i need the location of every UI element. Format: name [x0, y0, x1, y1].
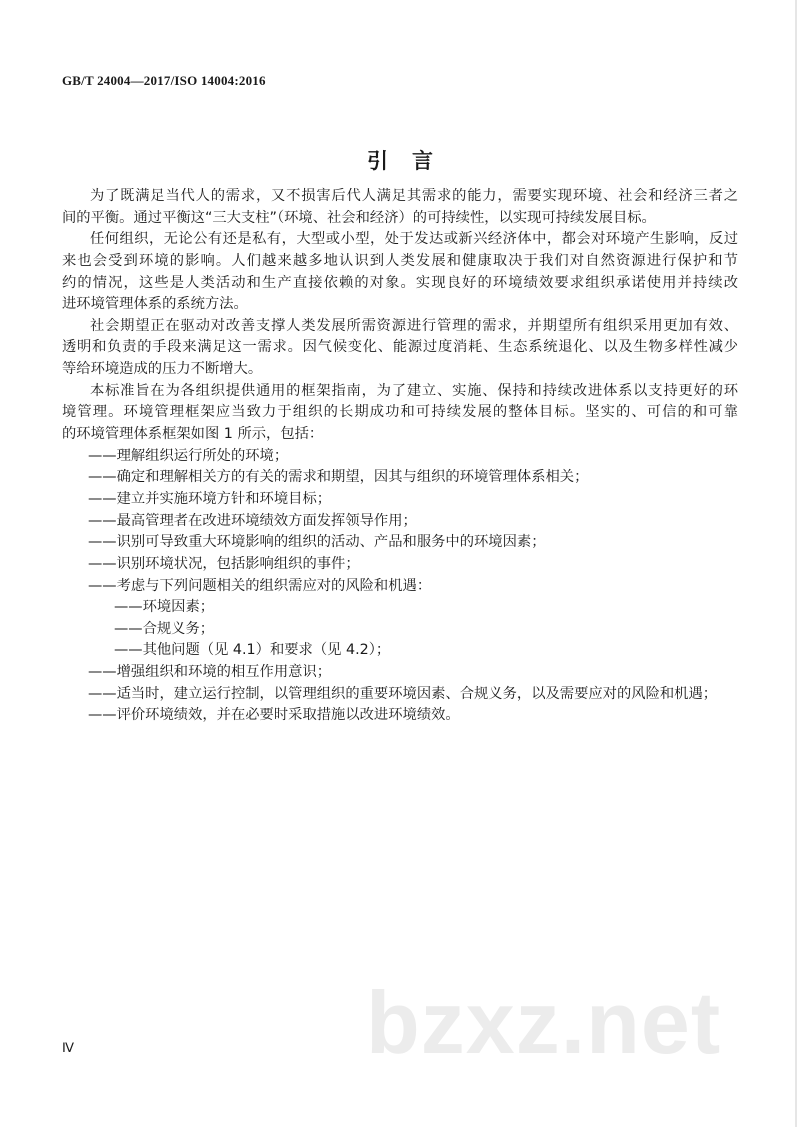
paragraph-line: 的环境管理体系框架如图 1 所示，包括： [62, 426, 324, 443]
list-item: ——最高管理者在改进环境绩效方面发挥领导作用； [88, 512, 417, 529]
page-number: Ⅳ [62, 1040, 74, 1055]
paragraph-line: 境管理。环境管理框架应当致力于组织的长期成功和可持续发展的整体目标。坚实的、可信的和可靠 [62, 404, 738, 421]
list-item: ——评价环境绩效，并在必要时采取措施以改进环境绩效。 [88, 707, 460, 724]
paragraph-line: 进环境管理体系的系统方法。 [62, 296, 248, 313]
list-item: ——确定和理解相关方的有关的需求和期望，因其与组织的环境管理体系相关； [88, 469, 589, 486]
paragraph-line: 等给环境造成的压力不断增大。 [62, 361, 263, 378]
paragraph-line: 社会期望正在驱动对改善支撑人类发展所需资源进行管理的需求，并期望所有组织采用更加有效、 [90, 317, 738, 334]
list-item: ——增强组织和环境的相互作用意识； [88, 664, 332, 681]
paragraph [62, 229, 738, 316]
sub-list-item: ——合规义务； [114, 620, 215, 637]
paragraph-line: 为了既满足当代人的需求，又不损害后代人满足其需求的能力，需要实现环境、社会和经济三者之 [90, 188, 738, 204]
sub-list-item: ——环境因素； [114, 599, 215, 616]
watermark: bzxz.net [366, 973, 722, 1072]
list-item: ——考虑与下列问题相关的组织需应对的风险和机遇： [88, 577, 432, 594]
page-title [0, 145, 800, 175]
document-body [62, 186, 738, 727]
paragraph-line: 约的情况，这些是人类活动和生产直接依赖的对象。实现良好的环境绩效要求组织承诺使用并持续改 [62, 274, 738, 291]
sub-list-item: ——其他问题（见 4.1）和要求（见 4.2）； [114, 642, 391, 659]
paragraph-line: 间的平衡。通过平衡这“三大支柱”（环境、社会和经济）的可持续性，以实现可持续发展目标。 [62, 209, 656, 226]
list-item: ——识别可导致重大环境影响的组织的活动、产品和服务中的环境因素； [88, 534, 546, 551]
paragraph-line: 透明和负责的手段来满足这一需求。因气候变化、能源过度消耗、生态系统退化、以及生物多样性减少 [62, 339, 738, 356]
paragraph-line: 任何组织，无论公有还是私有，大型或小型，处于发达或新兴经济体中，都会对环境产生影响，反过 [90, 231, 738, 248]
list-item: ——建立并实施环境方针和环境目标； [88, 490, 332, 507]
title-char: 引 [367, 149, 412, 173]
list-item: ——理解组织运行所处的环境； [88, 447, 289, 464]
list-item: ——识别环境状况，包括影响组织的事件； [88, 555, 360, 572]
title-char: 言 [412, 149, 433, 173]
paragraph-line: 本标准旨在为各组织提供通用的框架指南，为了建立、实施、保持和持续改进体系以支持更好的环 [90, 382, 738, 399]
paragraph [62, 381, 738, 446]
paragraph-line: 来也会受到环境的影响。人们越来越多地认识到人类发展和健康取决于我们对自然资源进行保护和节 [62, 252, 738, 269]
paragraph [62, 316, 738, 381]
standard-number-header: GB/T 24004—2017/ISO 14004:2016 [62, 73, 266, 88]
list-item: ——适当时，建立运行控制，以管理组织的重要环境因素、合规义务，以及需要应对的风险和机遇； [88, 685, 718, 702]
paragraph [62, 186, 738, 229]
